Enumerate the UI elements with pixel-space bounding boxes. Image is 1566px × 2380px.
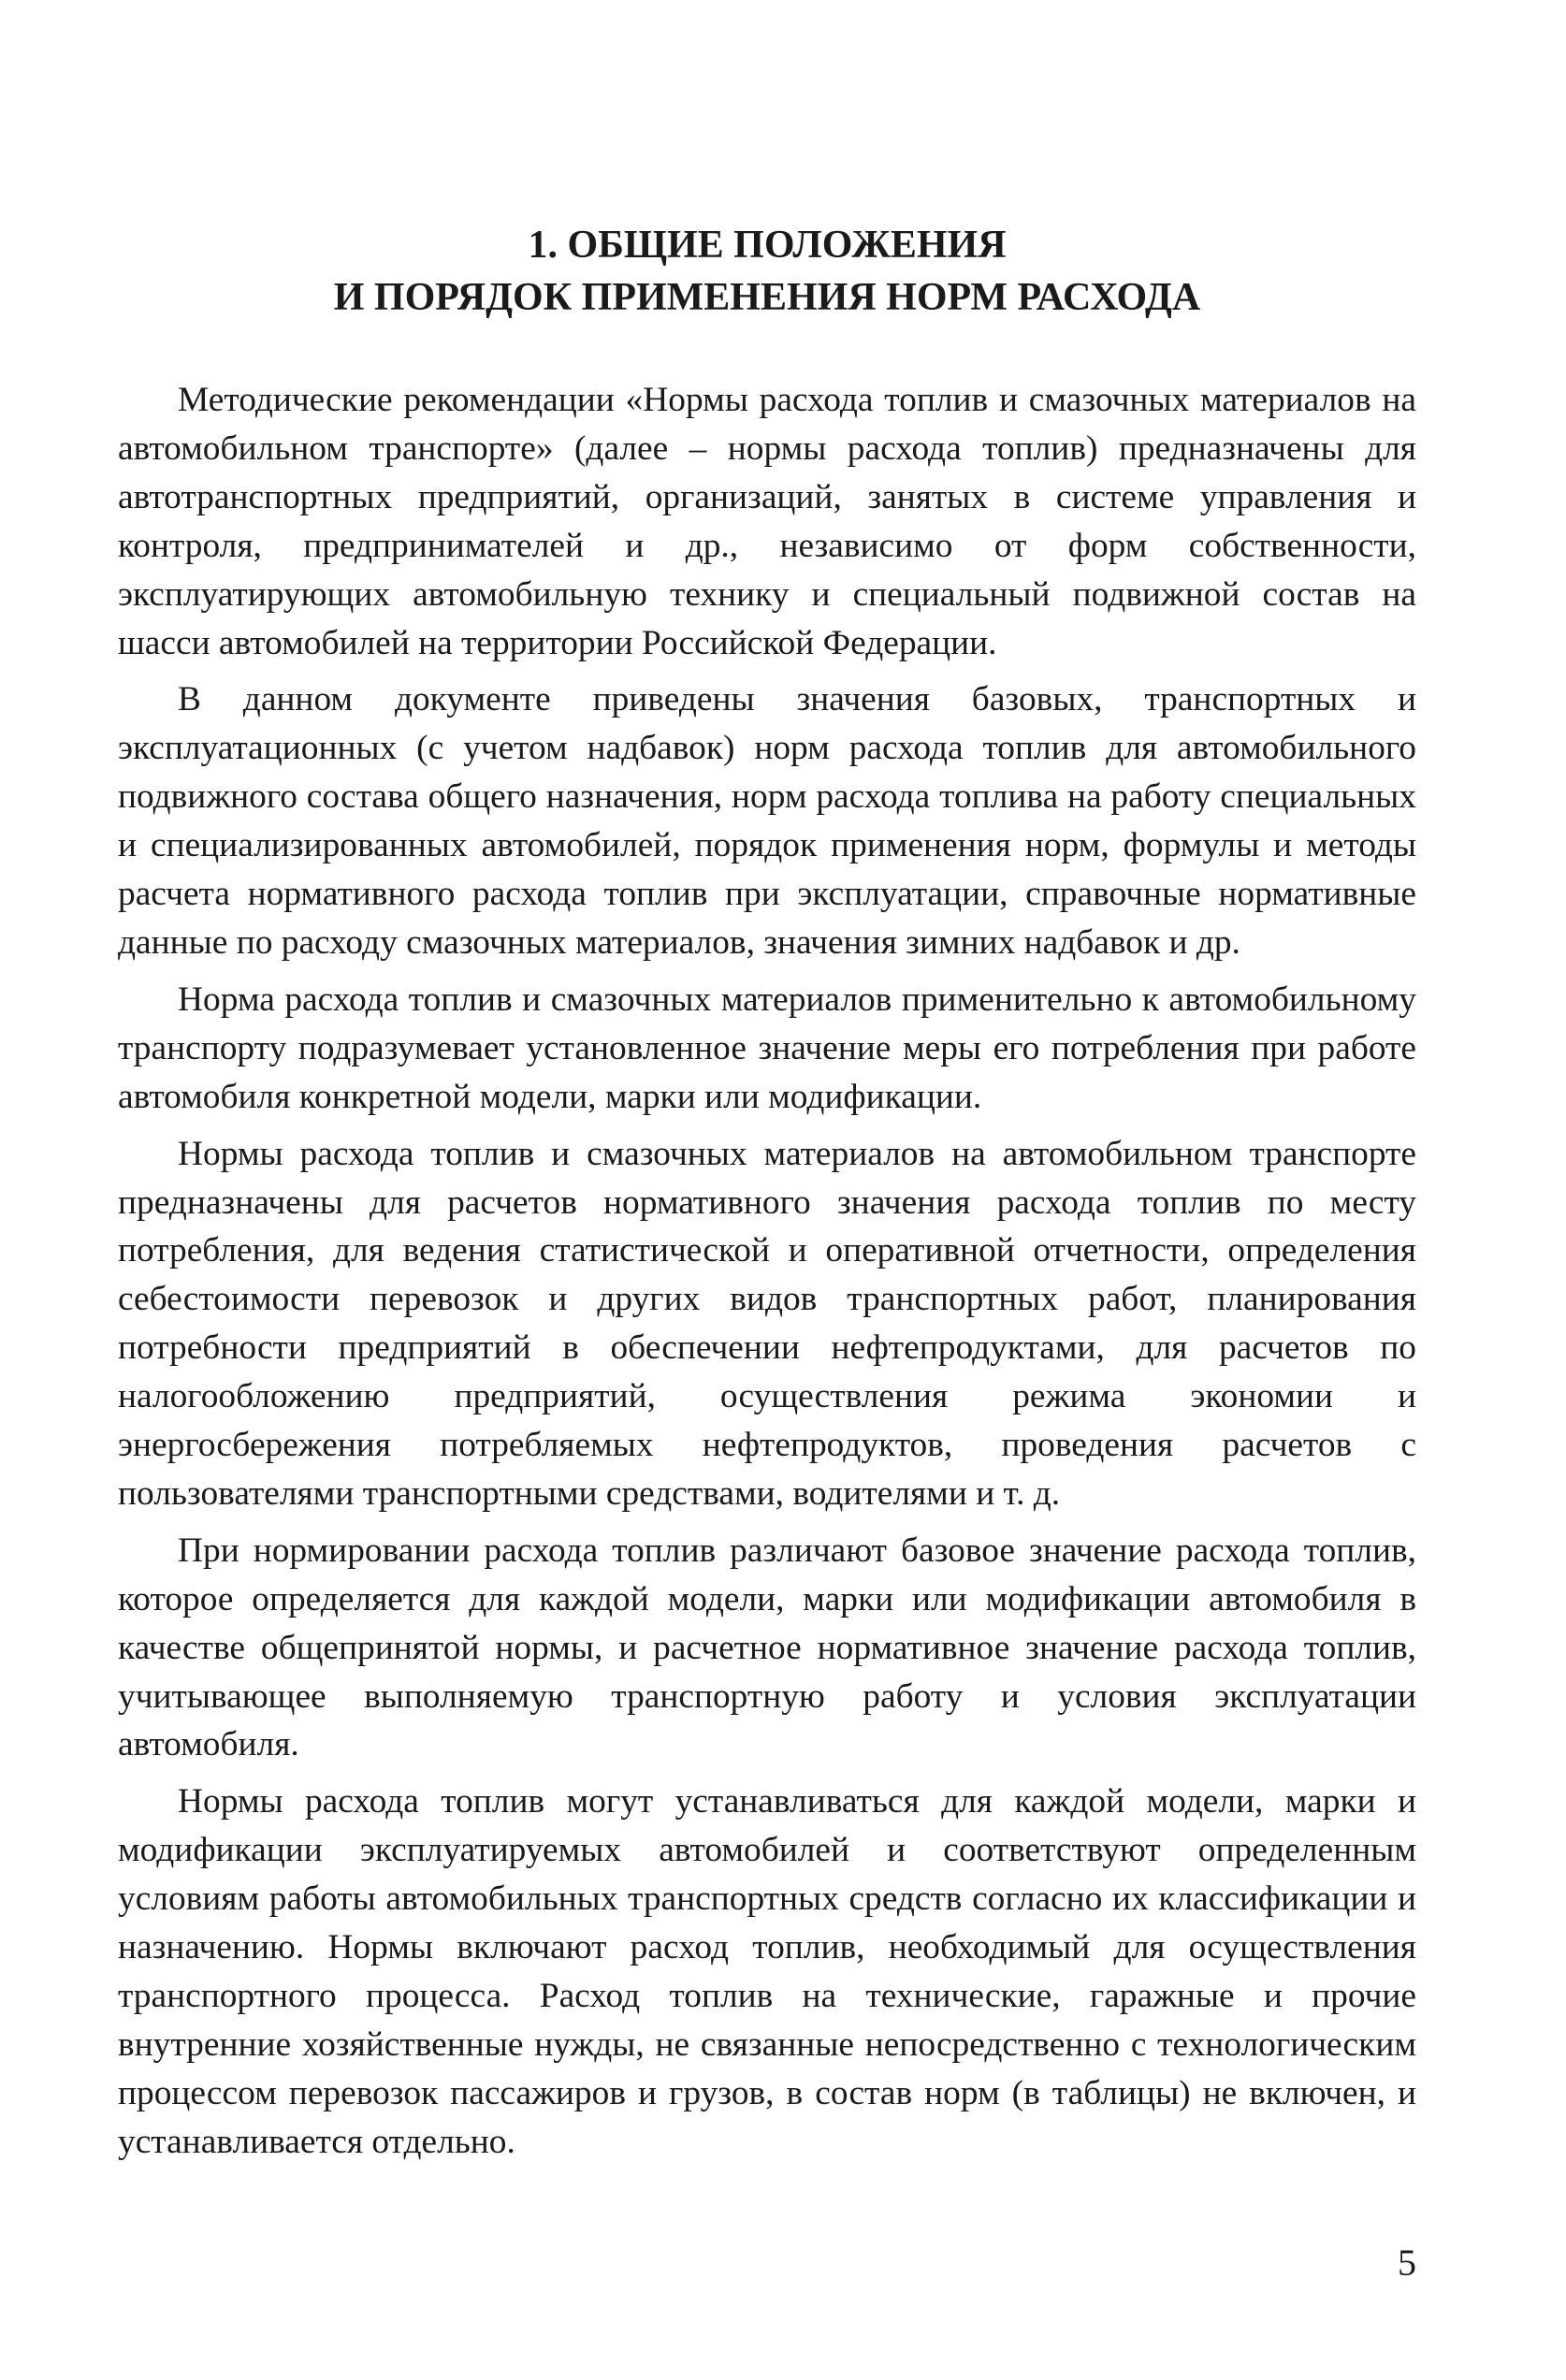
paragraph-1: Методические рекомендации «Нормы расхода топлив и смазочных материалов на автомобильном транспорте» (далее – нормы расхода топлив) предназначены для автотранспортных предприятий, организаций, занятых в системе управления и контроля, предпринимателей и др., независимо от форм собственности, эксплуатирующих автомобильную технику и специальный подвижной состав на шасси автомобилей на территории Российской Федерации.: [118, 381, 1416, 662]
paragraph-4: Нормы расхода топлив и смазочных материалов на автомобильном транспорте предназначены для расчетов нормативного значения расхода топлив по месту потребления, для ведения статистической и оперативной отчетности, определения себестоимости перевозок и других видов транспортных работ, планирования потребности предприятий в обеспечении нефтепродуктами, для расчетов по налогообложению предприятий, осуществления режима экономии и энергосбережения потребляемых нефтепродуктов, проведения расчетов с пользователями транспортными средствами, водителями и т. д.: [118, 1134, 1416, 1513]
paragraph-2: В данном документе приведены значения базовых, транспортных и эксплуатационных (с учетом надбавок) норм расхода топлив для автомобильного подвижного состава общего назначения, норм расхода топлива на работу специальных и специализированных автомобилей, порядок применения норм, формулы и методы расчета нормативного расхода топлив при эксплуатации, справочные нормативные данные по расходу смазочных материалов, значения зимних надбавок и др.: [118, 680, 1416, 962]
page-number: 5: [1398, 2242, 1416, 2284]
paragraph-6: Нормы расхода топлив могут устанавливаться для каждой модели, марки и модификации эксплуатируемых автомобилей и соответствуют определенным условиям работы автомобильных транспортных средств согласно их классификации и назначению. Нормы включают расход топлив, необходимый для осуществления транспортного процесса. Расход топлив на технические, гаражные и прочие внутренние хозяйственные нужды, не связанные непосредственно с технологическим процессом перевозок пассажиров и грузов, в состав норм (в таблицы) не включен, и устанавливается отдельно.: [118, 1782, 1416, 2161]
document-page: [118, 219, 1416, 2175]
section-title-line-1: 1. ОБЩИЕ ПОЛОЖЕНИЯ: [528, 224, 1007, 267]
section-title-line-2: И ПОРЯДОК ПРИМЕНЕНИЯ НОРМ РАСХОДА: [333, 276, 1201, 319]
section-title: [118, 219, 1416, 324]
paragraph-3: Норма расхода топлив и смазочных материалов применительно к автомобильному транспорту подразумевает установленное значение меры его потребления при работе автомобиля конкретной модели, марки или модификации.: [118, 980, 1416, 1116]
paragraph-5: При нормировании расхода топлив различают базовое значение расхода топлив, которое определяется для каждой модели, марки или модификации автомобиля в качестве общепринятой нормы, и расчетное нормативное значение расхода топлив, учитывающее выполняемую транспортную работу и условия эксплуатации автомобиля.: [118, 1531, 1416, 1764]
